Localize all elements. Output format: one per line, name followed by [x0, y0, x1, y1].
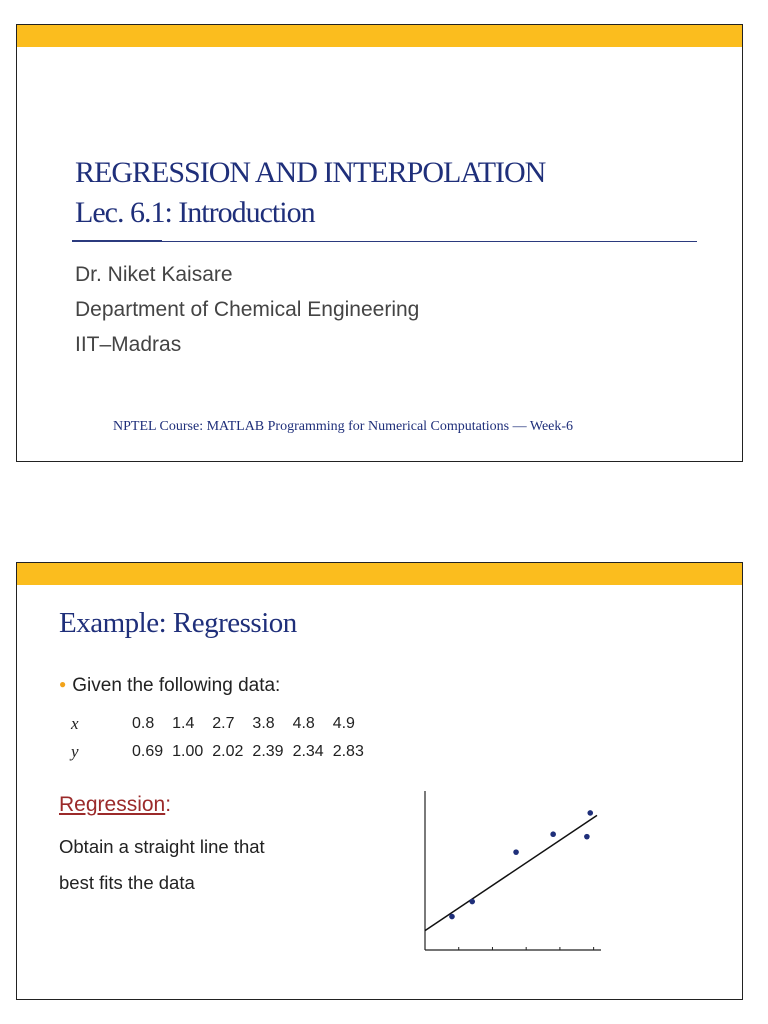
- regression-desc-line-1: Obtain a straight line that: [59, 836, 265, 857]
- regression-heading-text: Regression: [59, 793, 166, 816]
- table-cell: 2.34: [292, 743, 324, 760]
- table-cell: 3.8: [252, 715, 275, 732]
- author-institute: IIT–Madras: [75, 333, 182, 356]
- regression-description: [59, 829, 265, 901]
- scatter-plot: [417, 788, 617, 958]
- table-cell: 0.8: [132, 715, 155, 732]
- row-label: x: [71, 714, 79, 733]
- slide-example: [16, 562, 743, 1000]
- title-line-2: Lec. 6.1: Introduction: [75, 196, 315, 229]
- data-point: [550, 831, 556, 837]
- table-cell: 2.02: [212, 743, 244, 760]
- title-divider: [72, 241, 697, 242]
- title-line-1: REGRESSION AND INTERPOLATION: [75, 156, 546, 189]
- page-title: [75, 153, 545, 233]
- table-row: [67, 710, 373, 738]
- table-cell: 4.8: [292, 715, 315, 732]
- data-point: [449, 914, 455, 920]
- table-cell: 0.69: [132, 743, 164, 760]
- regression-heading: [59, 793, 171, 817]
- data-point: [469, 899, 475, 905]
- data-point: [587, 810, 593, 816]
- table-cell: 1.00: [172, 743, 204, 760]
- bullet-dot-icon: ●: [59, 677, 67, 691]
- title-divider-accent: [72, 240, 162, 242]
- data-point: [513, 849, 519, 855]
- table-cell: 1.4: [172, 715, 195, 732]
- table-cell: 2.7: [212, 715, 235, 732]
- author-department: Department of Chemical Engineering: [75, 298, 420, 321]
- table-cell: 4.9: [332, 715, 355, 732]
- author-name: Dr. Niket Kaisare: [75, 263, 233, 286]
- row-label: y: [71, 742, 79, 761]
- slide-title-text: Example: Regression: [59, 607, 297, 639]
- table-cell: 2.83: [332, 743, 364, 760]
- regression-desc-line-2: best fits the data: [59, 872, 195, 893]
- accent-bar: [17, 25, 742, 47]
- fit-line: [425, 815, 597, 930]
- bullet-text: Given the following data:: [72, 675, 281, 696]
- regression-heading-colon: :: [165, 793, 172, 816]
- accent-bar: [17, 563, 742, 585]
- bullet-item: [59, 675, 280, 697]
- table-cell: 2.39: [252, 743, 284, 760]
- table-row: [67, 738, 373, 766]
- course-footer: NPTEL Course: MATLAB Programming for Numerical Computations — Week-6: [113, 419, 574, 434]
- slide-title: [16, 24, 743, 462]
- data-point: [584, 834, 590, 840]
- author-block: [75, 257, 419, 362]
- data-table: [67, 710, 373, 766]
